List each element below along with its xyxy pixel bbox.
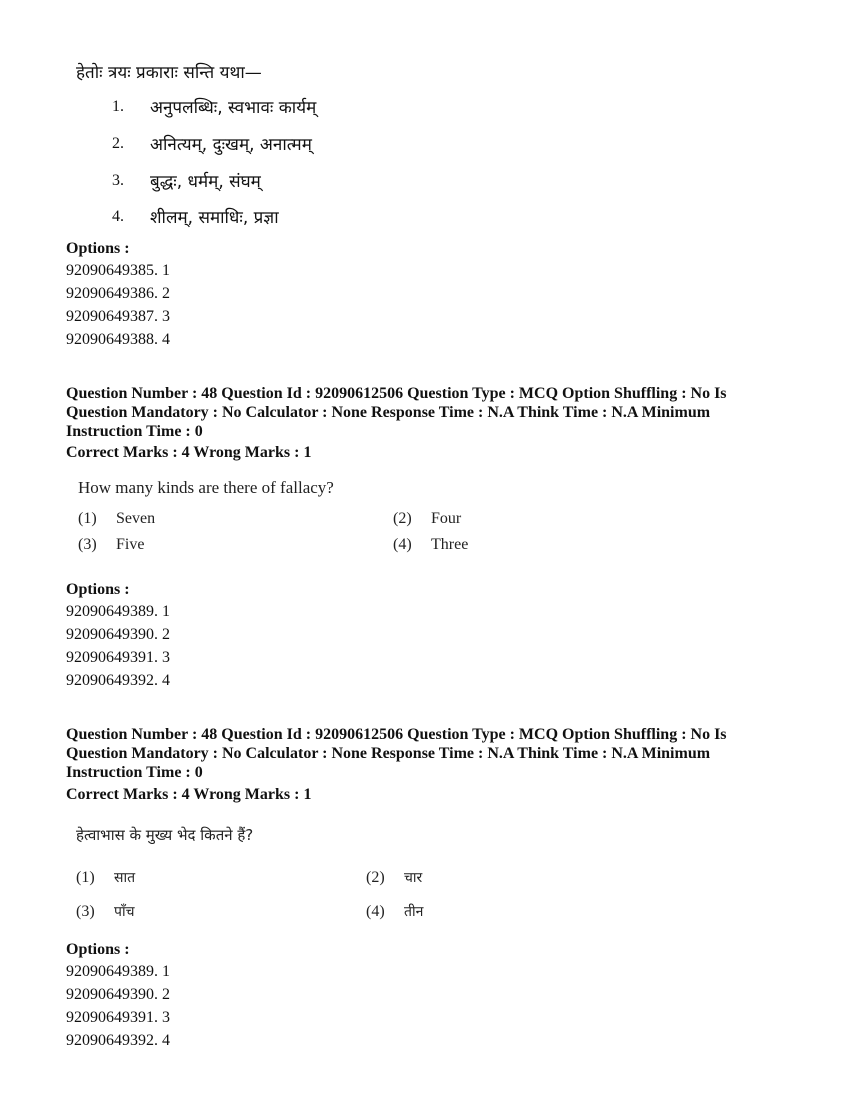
option-line: 92090649389. 1 xyxy=(66,963,170,980)
choice-number: (1) xyxy=(76,869,95,886)
option-line: 92090649388. 4 xyxy=(66,331,170,348)
choice-text: Seven xyxy=(116,510,156,527)
choice-4 xyxy=(366,902,423,921)
choice-number: (2) xyxy=(366,869,385,886)
marks-line: Correct Marks : 4 Wrong Marks : 1 xyxy=(66,786,312,803)
option-line: 92090649389. 1 xyxy=(66,603,170,620)
meta-line: Question Mandatory : No Calculator : None Response Time : N.A Think Time : N.A Minimum xyxy=(66,745,711,762)
choice-text: चार xyxy=(404,870,423,886)
item-text: बुद्धः, धर्मम्, संघम् xyxy=(150,172,261,192)
meta-line: Instruction Time : 0 xyxy=(66,764,203,781)
option-line: 92090649390. 2 xyxy=(66,986,170,1003)
option-line: 92090649392. 4 xyxy=(66,1032,170,1049)
choice-2 xyxy=(366,868,422,887)
meta-line: Question Number : 48 Question Id : 92090612506 Question Type : MCQ Option Shuffling : No Is xyxy=(66,385,727,402)
item-text: शीलम्, समाधिः, प्रज्ञा xyxy=(150,208,279,228)
option-line: 92090649387. 3 xyxy=(66,308,170,325)
choice-number: (4) xyxy=(366,903,385,920)
choice-number: (2) xyxy=(393,510,412,527)
question-stem: हेतोः त्रयः प्रकाराः सन्ति यथा— xyxy=(76,63,262,83)
choice-3 xyxy=(78,536,144,554)
item-text: अनित्यम्, दुःखम्, अनात्मम् xyxy=(150,135,312,155)
question-meta xyxy=(66,384,766,441)
marks-line: Correct Marks : 4 Wrong Marks : 1 xyxy=(66,444,312,461)
options-title: Options : xyxy=(66,581,130,598)
item-number: 3. xyxy=(112,172,124,189)
choice-number: (3) xyxy=(78,536,97,553)
option-line: 92090649385. 1 xyxy=(66,262,170,279)
item-number: 2. xyxy=(112,135,124,152)
option-line: 92090649392. 4 xyxy=(66,672,170,689)
choice-text: पाँच xyxy=(114,904,135,920)
choice-2 xyxy=(393,510,461,528)
choice-text: Three xyxy=(431,536,469,553)
option-line: 92090649390. 2 xyxy=(66,626,170,643)
choice-number: (3) xyxy=(76,903,95,920)
choice-text: सात xyxy=(114,870,136,886)
question-meta xyxy=(66,725,766,782)
choice-number: (1) xyxy=(78,510,97,527)
option-line: 92090649391. 3 xyxy=(66,1009,170,1026)
options-title: Options : xyxy=(66,240,130,257)
choice-text: Five xyxy=(116,536,145,553)
meta-line: Question Mandatory : No Calculator : None Response Time : N.A Think Time : N.A Minimum xyxy=(66,404,711,421)
item-number: 4. xyxy=(112,208,124,225)
option-line: 92090649391. 3 xyxy=(66,649,170,666)
item-number: 1. xyxy=(112,98,124,115)
choice-text: Four xyxy=(431,510,462,527)
question-stem: How many kinds are there of fallacy? xyxy=(78,478,334,497)
choice-3 xyxy=(76,902,134,921)
choice-number: (4) xyxy=(393,536,412,553)
meta-line: Instruction Time : 0 xyxy=(66,423,203,440)
choice-4 xyxy=(393,536,468,554)
choice-1 xyxy=(78,510,155,528)
meta-line: Question Number : 48 Question Id : 92090612506 Question Type : MCQ Option Shuffling : No Is xyxy=(66,726,727,743)
item-text: अनुपलब्धिः, स्वभावः कार्यम् xyxy=(150,98,317,118)
choice-text: तीन xyxy=(404,904,424,920)
option-line: 92090649386. 2 xyxy=(66,285,170,302)
options-title: Options : xyxy=(66,941,130,958)
choice-1 xyxy=(76,868,135,887)
question-stem: हेत्वाभास के मुख्य भेद कितने हैं? xyxy=(76,826,254,844)
